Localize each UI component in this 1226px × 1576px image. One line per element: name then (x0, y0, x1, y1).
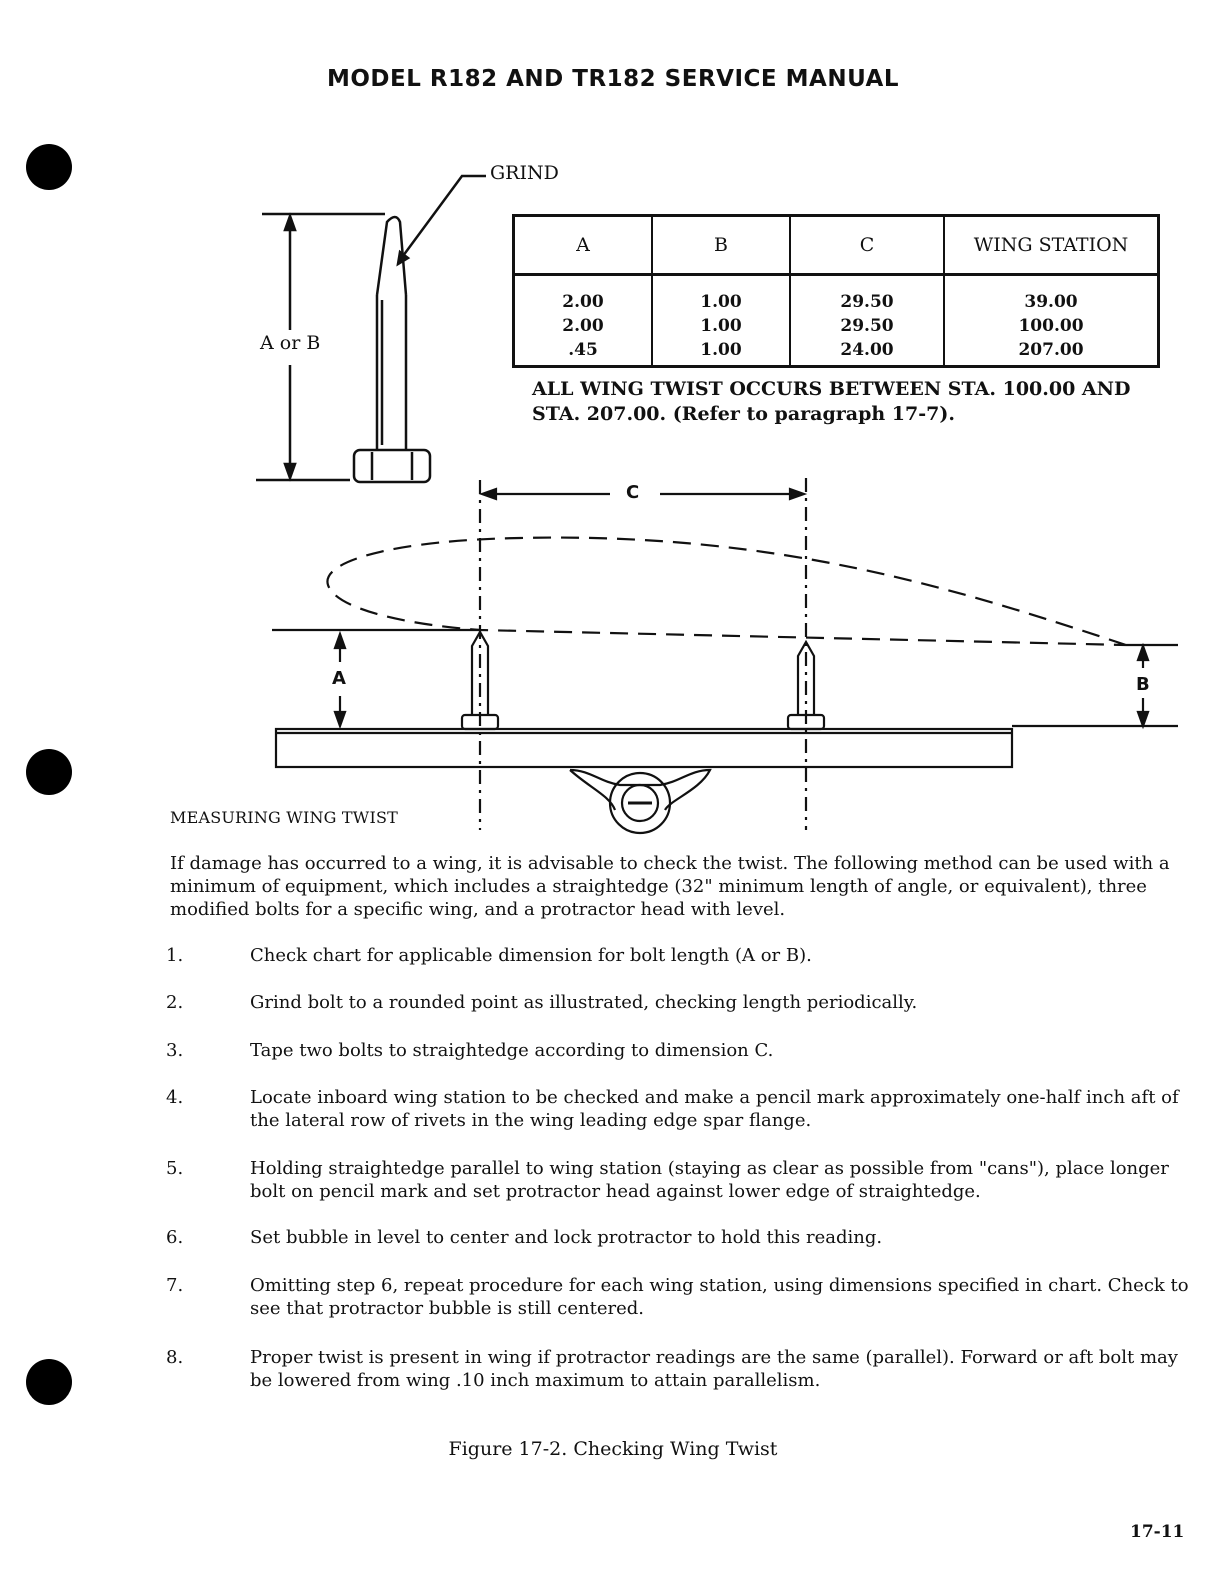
table-header-a: A (514, 216, 653, 275)
table-cell: .45 (568, 340, 598, 360)
step-text: Tape two bolts to straightedge according to dimension C. (250, 1040, 774, 1061)
page-number: 17-11 (1130, 1522, 1185, 1542)
punch-hole-bottom (26, 1359, 72, 1405)
step-number: 3. (166, 1040, 184, 1061)
step-text: Omitting step 6, repeat procedure for each wing station, using dimensions specified in chart. Check to see that protractor bubble is still centered. (250, 1275, 1189, 1319)
table-cell: 1.00 (700, 316, 742, 336)
intro-paragraph: If damage has occurred to a wing, it is advisable to check the twist. The following method can be used with a minimum of equipment, which includes a straightedge (32" minimum length of angle, or equivalent), three modified bolts for a specific wing, and a protractor head with level. (170, 853, 1170, 920)
wing-twist-note: ALL WING TWIST OCCURS BETWEEN STA. 100.00 AND STA. 207.00. (Refer to paragraph 17-7). (532, 378, 1131, 425)
table-header-wing-station: WING STATION (944, 216, 1159, 275)
figure-small-caption: MEASURING WING TWIST (170, 808, 398, 827)
table-header-row (514, 216, 1159, 275)
table-cell: 29.50 (840, 316, 894, 336)
table-header-c: C (790, 216, 944, 275)
step-number: 7. (166, 1275, 184, 1296)
punch-hole-middle (26, 749, 72, 795)
table-cell: 29.50 (840, 292, 894, 312)
step-text: Grind bolt to a rounded point as illustrated, checking length periodically. (250, 992, 918, 1013)
punch-hole-top (26, 144, 72, 190)
table-cell: 207.00 (1018, 340, 1084, 360)
table-cell: 1.00 (700, 340, 742, 360)
table-cell: 39.00 (1024, 292, 1078, 312)
table-cell: 2.00 (562, 316, 604, 336)
step-number: 4. (166, 1087, 184, 1108)
table-header-b: B (652, 216, 790, 275)
step-number: 1. (166, 945, 184, 966)
modified-bolt-drawing (250, 160, 510, 500)
dimension-b-label: B (1136, 674, 1150, 695)
step-text: Proper twist is present in wing if protractor readings are the same (parallel). Forward or aft bolt may be lowered from wing .10 inch maximum to attain parallelism. (250, 1347, 1178, 1391)
wing-twist-diagram (260, 470, 1190, 850)
figure-caption: Figure 17-2. Checking Wing Twist (448, 1438, 778, 1460)
step-text: Locate inboard wing station to be checked and make a pencil mark approximately one-half inch aft of the lateral row of rivets in the wing leading edge spar flange. (250, 1087, 1179, 1131)
table-row (514, 275, 1159, 367)
col-c-values (790, 275, 944, 367)
step-number: 6. (166, 1227, 184, 1248)
step-number: 5. (166, 1158, 184, 1179)
col-a-values (514, 275, 653, 367)
step-number: 2. (166, 992, 184, 1013)
col-wing-station-values (944, 275, 1159, 367)
dimension-c-label: C (626, 482, 640, 503)
bolt-length-label: A or B (260, 332, 321, 354)
table-cell: 1.00 (700, 292, 742, 312)
table-cell: 24.00 (840, 340, 894, 360)
step-text: Set bubble in level to center and lock protractor to hold this reading. (250, 1227, 883, 1248)
table-cell: 100.00 (1018, 316, 1084, 336)
grind-label: GRIND (490, 162, 559, 184)
col-b-values (652, 275, 790, 367)
step-text: Check chart for applicable dimension for bolt length (A or B). (250, 945, 812, 966)
bolt-dimension-table (512, 214, 1160, 368)
table-cell: 2.00 (562, 292, 604, 312)
page-header: MODEL R182 AND TR182 SERVICE MANUAL (326, 66, 899, 92)
dimension-a-label: A (332, 668, 346, 689)
step-text: Holding straightedge parallel to wing station (staying as clear as possible from "cans"), place longer bolt on pencil mark and set protractor head against lower edge of straightedge. (250, 1158, 1169, 1202)
step-number: 8. (166, 1347, 184, 1368)
